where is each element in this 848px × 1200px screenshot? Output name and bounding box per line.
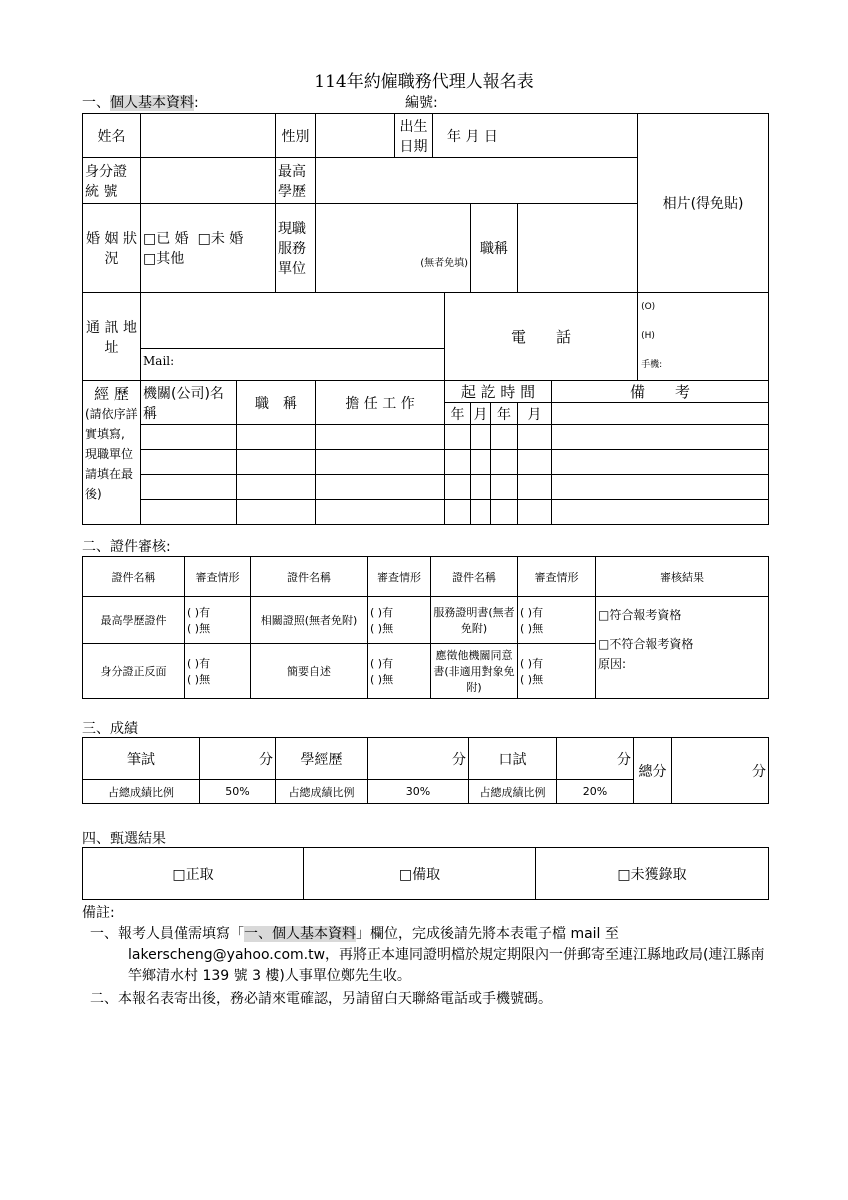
exp-row3-remark[interactable]	[552, 475, 769, 500]
doc5-status[interactable]	[368, 644, 431, 699]
number-label: 編號:	[405, 95, 438, 111]
doc-name-header-3: 證件名稱	[431, 557, 518, 597]
status-header-3: 審查情形	[518, 557, 596, 597]
exp-row1-em[interactable]	[518, 425, 552, 450]
ratio-value-1: 50%	[200, 780, 276, 804]
id-field[interactable]	[141, 158, 276, 204]
doc-self-intro: 簡要自述	[251, 644, 368, 699]
phone-mobile: 手機:	[641, 360, 663, 370]
name-label: 姓名	[83, 114, 141, 158]
doc4-status[interactable]	[185, 644, 251, 699]
phone-home: (H)	[641, 331, 655, 341]
exp-row2-remark[interactable]	[552, 450, 769, 475]
doc-consent: 應徵他機關同意書(非適用對象免附)	[431, 644, 518, 699]
status-header-1: 審查情形	[185, 557, 251, 597]
note-2: 二、本報名表寄出後，務必請來電確認，另請留白天聯絡電話或手機號碼。	[90, 991, 552, 1007]
marital-label: 婚 姻 狀 況	[83, 204, 141, 293]
have-option[interactable]: ( )有	[520, 606, 544, 619]
experience-label: 經 歷	[94, 385, 129, 403]
single-checkbox[interactable]: □未 婚	[197, 231, 244, 247]
exp-row3-ey[interactable]	[491, 475, 518, 500]
experience-note: (請依序詳實填寫, 現職單位請填在最後)	[85, 407, 138, 501]
exp-row1-org[interactable]	[141, 425, 237, 450]
birth-label: 出生日期	[395, 114, 433, 158]
ratio-value-3: 20%	[557, 780, 634, 804]
gender-label: 性別	[276, 114, 316, 158]
end-year: 年	[491, 403, 518, 425]
note1-highlight: 一、個人基本資料	[244, 926, 356, 942]
experience-score[interactable]: 分	[368, 738, 469, 780]
notes	[82, 903, 772, 1010]
job-title-field[interactable]	[518, 204, 638, 293]
doc-id-card: 身分證正反面	[83, 644, 185, 699]
exp-row4-org[interactable]	[141, 500, 237, 525]
exp-row2-sm[interactable]	[471, 450, 491, 475]
mail-label: Mail:	[143, 353, 175, 368]
none-option[interactable]: ( )無	[370, 622, 394, 635]
exp-row1-position[interactable]	[237, 425, 316, 450]
have-option[interactable]: ( )有	[370, 606, 394, 619]
exp-row3-sm[interactable]	[471, 475, 491, 500]
exp-row2-position[interactable]	[237, 450, 316, 475]
doc-name-header-2: 證件名稱	[251, 557, 368, 597]
status-header-2: 審查情形	[368, 557, 431, 597]
result-header: 審核結果	[596, 557, 769, 597]
exp-row3-em[interactable]	[518, 475, 552, 500]
doc-highest-edu: 最高學歷證件	[83, 597, 185, 644]
edu-label: 最高學歷	[276, 158, 316, 204]
section4-heading: 四、甄選結果	[82, 831, 166, 847]
doc6-status[interactable]	[518, 644, 596, 699]
have-option[interactable]: ( )有	[187, 657, 211, 670]
written-label: 筆試	[83, 738, 200, 780]
backup-checkbox[interactable]: □備取	[304, 848, 536, 900]
address-label: 通 訊 地 址	[83, 293, 141, 381]
have-option[interactable]: ( )有	[187, 606, 211, 619]
exp-row2-em[interactable]	[518, 450, 552, 475]
none-option[interactable]: ( )無	[520, 622, 544, 635]
exp-row4-position[interactable]	[237, 500, 316, 525]
gender-field[interactable]	[316, 114, 395, 158]
doc2-status[interactable]	[368, 597, 431, 644]
other-checkbox[interactable]: □其他	[143, 251, 185, 267]
section2-heading: 二、證件審核:	[82, 539, 171, 555]
total-label: 總分	[634, 738, 672, 804]
document-check-table	[82, 556, 769, 699]
none-option[interactable]: ( )無	[187, 673, 211, 686]
none-option[interactable]: ( )無	[187, 622, 211, 635]
none-option[interactable]: ( )無	[370, 673, 394, 686]
org-header: 機關(公司)名稱	[141, 381, 237, 425]
phone-office: (O)	[641, 302, 656, 312]
exp-row1-sy[interactable]	[445, 425, 471, 450]
total-score[interactable]: 分	[672, 738, 769, 804]
phone-label: 電 話	[445, 293, 638, 381]
admit-checkbox[interactable]: □正取	[83, 848, 304, 900]
address-field[interactable]	[141, 293, 445, 381]
edu-field[interactable]	[316, 158, 638, 204]
ratio-label-3: 占總成績比例	[469, 780, 557, 804]
exp-row4-remark[interactable]	[552, 500, 769, 525]
doc-name-header-1: 證件名稱	[83, 557, 185, 597]
notes-heading: 備註:	[82, 905, 115, 921]
exp-row2-duty[interactable]	[316, 450, 445, 475]
exp-row1-duty[interactable]	[316, 425, 445, 450]
doc-service-cert: 服務證明書(無者免附)	[431, 597, 518, 644]
oral-score[interactable]: 分	[557, 738, 634, 780]
ratio-value-2: 30%	[368, 780, 469, 804]
note1-prefix: 一、報考人員僅需填寫「	[90, 926, 244, 942]
reject-checkbox[interactable]: □未獲錄取	[536, 848, 769, 900]
experience-score-label: 學經歷	[276, 738, 368, 780]
exp-row4-duty[interactable]	[316, 500, 445, 525]
exp-row2-org[interactable]	[141, 450, 237, 475]
section1-highlight: 個人基本資料	[110, 95, 194, 111]
section1-colon: :	[194, 95, 199, 111]
oral-label: 口試	[469, 738, 557, 780]
exp-row3-org[interactable]	[141, 475, 237, 500]
experience-label-cell	[83, 381, 141, 525]
exp-row3-sy[interactable]	[445, 475, 471, 500]
result-table	[82, 847, 769, 900]
doc-license: 相關證照(無者免附)	[251, 597, 368, 644]
position-header: 職 稱	[237, 381, 316, 425]
name-field[interactable]	[141, 114, 276, 158]
form-title: 114年約僱職務代理人報名表	[314, 72, 534, 92]
start-year: 年	[445, 403, 471, 425]
have-option[interactable]: ( )有	[370, 657, 394, 670]
section1-heading	[82, 92, 199, 112]
remark-header: 備 考	[552, 381, 769, 403]
job-title-label: 職稱	[471, 204, 518, 293]
ratio-label-2: 占總成績比例	[276, 780, 368, 804]
note1-rest: 」欄位，完成後請先將本表電子檔 mail 至 lakerscheng@yahoo.com.tw，再將正本連同證明檔於規定期限內一併郵寄至連江縣地政局(連江縣南竿鄉清水村 139 號 3 樓)人事單位鄭先生收。	[128, 926, 765, 984]
married-checkbox[interactable]: □已 婚	[143, 231, 189, 247]
period-header: 起 訖 時 間	[445, 381, 552, 403]
exp-row1-remark[interactable]	[552, 425, 769, 450]
remark-sub	[552, 403, 769, 425]
end-month: 月	[518, 403, 552, 425]
birth-field[interactable]: 年 月 日	[433, 114, 638, 158]
duty-header: 擔 任 工 作	[316, 381, 445, 425]
exp-row3-position[interactable]	[237, 475, 316, 500]
doc3-status[interactable]	[518, 597, 596, 644]
reason-label: 原因:	[598, 657, 627, 671]
score-table	[82, 737, 769, 804]
ratio-label-1: 占總成績比例	[83, 780, 200, 804]
exp-row2-ey[interactable]	[491, 450, 518, 475]
none-option[interactable]: ( )無	[520, 673, 544, 686]
exp-row1-ey[interactable]	[491, 425, 518, 450]
exp-row3-duty[interactable]	[316, 475, 445, 500]
section1-prefix: 一、	[82, 95, 110, 111]
photo-area: 相片(得免貼)	[638, 114, 769, 293]
result-cell	[596, 597, 769, 699]
fail-checkbox[interactable]: □不符合報考資格	[598, 637, 694, 651]
marital-options	[141, 204, 276, 293]
have-option[interactable]: ( )有	[520, 657, 544, 670]
id-label: 身分證統 號	[83, 158, 141, 204]
exp-row4-ey[interactable]	[491, 500, 518, 525]
exp-row4-sm[interactable]	[471, 500, 491, 525]
exp-row1-sm[interactable]	[471, 425, 491, 450]
section3-heading: 三、成績	[82, 721, 138, 737]
current-unit-field[interactable]	[316, 204, 471, 293]
none-free-note: (無者免填)	[420, 258, 469, 269]
doc1-status[interactable]	[185, 597, 251, 644]
note-1	[82, 924, 772, 987]
personal-info-table	[82, 113, 769, 525]
start-month: 月	[471, 403, 491, 425]
current-unit-label: 現職服務單位	[276, 204, 316, 293]
exp-row2-sy[interactable]	[445, 450, 471, 475]
phone-fields[interactable]	[638, 293, 769, 381]
exp-row4-sy[interactable]	[445, 500, 471, 525]
written-score[interactable]: 分	[200, 738, 276, 780]
pass-checkbox[interactable]: □符合報考資格	[598, 608, 682, 622]
exp-row4-em[interactable]	[518, 500, 552, 525]
